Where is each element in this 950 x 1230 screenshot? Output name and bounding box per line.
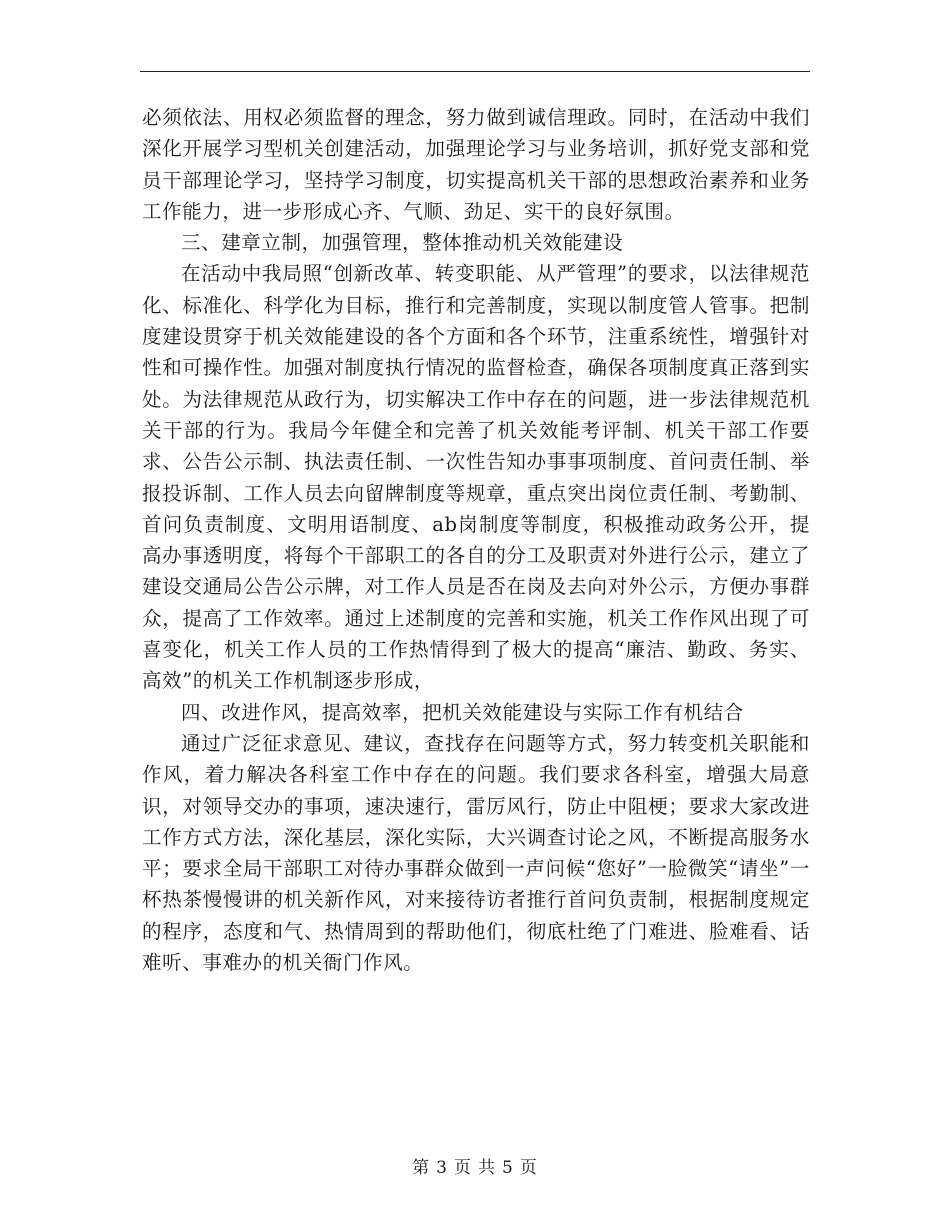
header-rule (140, 71, 810, 72)
footer-prefix: 第 (412, 1158, 431, 1178)
footer-page-word: 页 (454, 1158, 472, 1178)
page-number-footer (0, 1153, 950, 1178)
footer-total-pages: 5 (502, 1158, 514, 1178)
footer-total-word: 共 (478, 1158, 496, 1178)
paragraph-2: 在活动中我局照“创新改革、转变职能、从严管理”的要求，以法律规范化、标准化、科学化为目标，推行和完善制度，实现以制度管人管事。把制度建设贯穿于机关效能建设的各个方面和各个环节，注重系统性，增强针对性和可操作性。加强对制度执行情况的监督检查，确保各项制度真正落到实处。为法律规范从政行为，切实解决工作中存在的问题，进一步法律规范机关干部的行为。我局今年健全和完善了机关效能考评制、机关干部工作要求、公告公示制、执法责任制、一次性告知办事事项制度、首问责任制、举报投诉制、工作人员去向留牌制度等规章，重点突出岗位责任制、考勤制、首问负责制度、文明用语制度、ab岗制度等制度，积极推动政务公开，提高办事透明度，将每个干部职工的各自的分工及职责对外进行公示，建立了建设交通局公告公示牌，对工作人员是否在岗及去向对外公示，方便办事群众，提高了工作效率。通过上述制度的完善和实施，机关工作作风出现了可喜变化，机关工作人员的工作热情得到了极大的提高“廉洁、勤政、务实、高效”的机关工作机制逐步形成， (142, 262, 810, 693)
footer-current-page: 3 (436, 1158, 448, 1178)
section-heading-3: 三、建章立制，加强管理，整体推动机关效能建设 (181, 231, 624, 255)
footer-suffix: 页 (519, 1158, 538, 1178)
paragraph-3: 通过广泛征求意见、建议，查找存在问题等方式，努力转变机关职能和作风，着力解决各科室工作中存在的问题。我们要求各科室，增强大局意识，对领导交办的事项，速决速行，雷厉风行，防止中阻梗；要求大家改进工作方式方法，深化基层，深化实际，大兴调查讨论之风，不断提高服务水平；要求全局干部职工对待办事群众做到一声问候“您好”一脸微笑“请坐”一杯热茶慢慢讲的机关新作风，对来接待访者推行首问负责制，根据制度规定的程序，态度和气、热情周到的帮助他们，彻底杜绝了门难进、脸难看、话难听、事难办的机关衙门作风。 (142, 731, 810, 975)
paragraph-1: 必须依法、用权必须监督的理念，努力做到诚信理政。同时，在活动中我们深化开展学习型机关创建活动，加强理论学习与业务培训，抓好党支部和党员干部理论学习，坚持学习制度，切实提高机关干部的思想政治素养和业务工作能力，进一步形成心齐、气顺、劲足、实干的良好氛围。 (142, 106, 810, 223)
section-heading-4: 四、改进作风，提高效率，把机关效能建设与实际工作有机结合 (181, 700, 744, 724)
document-body (142, 102, 810, 978)
